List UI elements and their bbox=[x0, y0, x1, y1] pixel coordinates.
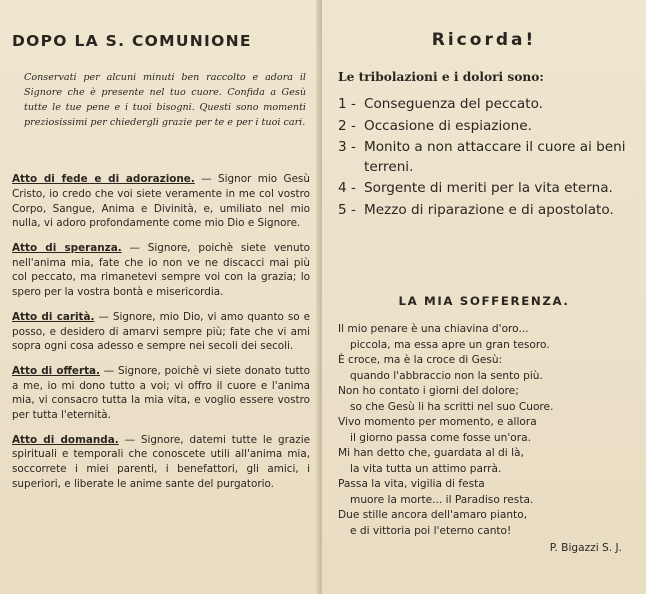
list-item bbox=[338, 179, 638, 199]
act-heading: Atto di carità. bbox=[12, 310, 95, 323]
poem-line: e di vittoria poi l'eterno canto! bbox=[350, 524, 512, 537]
poem-line: Passa la vita, vigilia di festa bbox=[338, 478, 485, 490]
act-text: — Signore, poichè vi siete donato tutto a me, io mi dono tutto a voi; vi offro il cuore e l'anima mia, vi consacro tutta la mia vita, e voglio essere vostro per tutta l'eternità. bbox=[12, 365, 310, 421]
act-heading: Atto di fede e di adorazione. bbox=[12, 173, 195, 186]
act-paragraph bbox=[12, 241, 310, 299]
poem bbox=[338, 322, 638, 539]
left-title: DOPO LA S. COMUNIONE bbox=[12, 32, 252, 50]
act-paragraph bbox=[12, 433, 310, 491]
act-paragraph bbox=[12, 172, 310, 230]
act-heading: Atto di offerta. bbox=[12, 365, 100, 378]
act-text: — Signor mio Gesù Cristo, io credo che voi siete veramente in me col vostro Corpo, Sangue, Anima e Divinità, e, umiliato nel mio nulla, vi adoro profondamente come mio Dio e Signore. bbox=[12, 173, 310, 230]
left-page bbox=[0, 0, 320, 594]
item-number: 4 - bbox=[338, 180, 356, 196]
poem-line: Il mio penare è una chiavina d'oro... bbox=[338, 323, 529, 335]
act-text: — Signore, datemi tutte le grazie spirituali e temporali che conoscete utili all'anima mia, soccorrete i miei parenti, i benefattori, gli amici, i superiori, e liberate le anime sante del purgatorio. bbox=[12, 433, 310, 490]
poem-line: il giorno passa come fosse un'ora. bbox=[350, 431, 531, 444]
author-signature: P. Bigazzi S. J. bbox=[549, 542, 622, 554]
act-text: — Signore, poichè siete venuto nell'anima mia, fate che io non ve ne discacci mai più col peccato, ma rimanetevi sempre voi con la grazia; lo spero per la vostra bontà e misericordia. bbox=[12, 242, 310, 298]
list-item bbox=[338, 201, 638, 221]
right-page bbox=[322, 0, 646, 594]
poem-line: Mi han detto che, guardata al di là, bbox=[338, 447, 524, 459]
right-title: Ricorda! bbox=[431, 30, 537, 50]
act-text: — Signore, mio Dio, vi amo quanto so e posso, e desidero di amarvi sempre più; fate che vi ami sopra ogni cosa adesso e sempre nei secoli dei secoli. bbox=[12, 310, 310, 353]
right-subtitle: Le tribolazioni e i dolori sono: bbox=[338, 70, 544, 84]
poem-line: quando l'abbraccio non la sento più. bbox=[350, 369, 543, 382]
intro-paragraph: Conservati per alcuni minuti ben raccolto e adora il Signore che è presente nel tuo cuore. Confida a Gesù tutte le tue pene e i tuoi bisogni. Questi sono momenti preziosissimi per chiedergli grazie per te e per i tuoi cari. bbox=[24, 72, 306, 128]
poem-line: muore la morte... il Paradiso resta. bbox=[350, 493, 534, 506]
item-number: 1 - bbox=[338, 96, 356, 112]
poem-line: È croce, ma è la croce di Gesù: bbox=[338, 354, 503, 366]
act-heading: Atto di speranza. bbox=[12, 242, 122, 255]
item-text: Monito a non attaccare il cuore ai beni terreni. bbox=[364, 139, 626, 175]
poem-line: la vita tutta un attimo parrà. bbox=[350, 462, 502, 475]
poem-title: LA MIA SOFFERENZA. bbox=[398, 294, 570, 308]
poem-line: Vivo momento per momento, e allora bbox=[338, 416, 537, 428]
list-item bbox=[338, 95, 638, 115]
list-item bbox=[338, 138, 638, 177]
item-text: Conseguenza del peccato. bbox=[364, 96, 543, 112]
act-paragraph bbox=[12, 364, 310, 422]
item-text: Mezzo di riparazione e di apostolato. bbox=[364, 201, 614, 218]
poem-line: so che Gesù li ha scritti nel suo Cuore. bbox=[350, 400, 554, 413]
acts-list bbox=[12, 162, 310, 497]
item-number: 3 - bbox=[338, 139, 356, 155]
item-number: 2 - bbox=[338, 117, 356, 134]
act-paragraph bbox=[12, 310, 310, 354]
poem-line: Non ho contato i giorni del dolore; bbox=[338, 385, 519, 397]
item-text: Sorgente di meriti per la vita eterna. bbox=[364, 180, 613, 196]
poem-line: piccola, ma essa apre un gran tesoro. bbox=[350, 338, 550, 351]
reasons-list bbox=[338, 95, 638, 222]
act-heading: Atto di domanda. bbox=[12, 433, 119, 446]
list-item bbox=[338, 117, 638, 137]
poem-line: Due stille ancora dell'amaro pianto, bbox=[338, 509, 528, 521]
item-text: Occasione di espiazione. bbox=[364, 117, 532, 134]
item-number: 5 - bbox=[338, 201, 356, 218]
